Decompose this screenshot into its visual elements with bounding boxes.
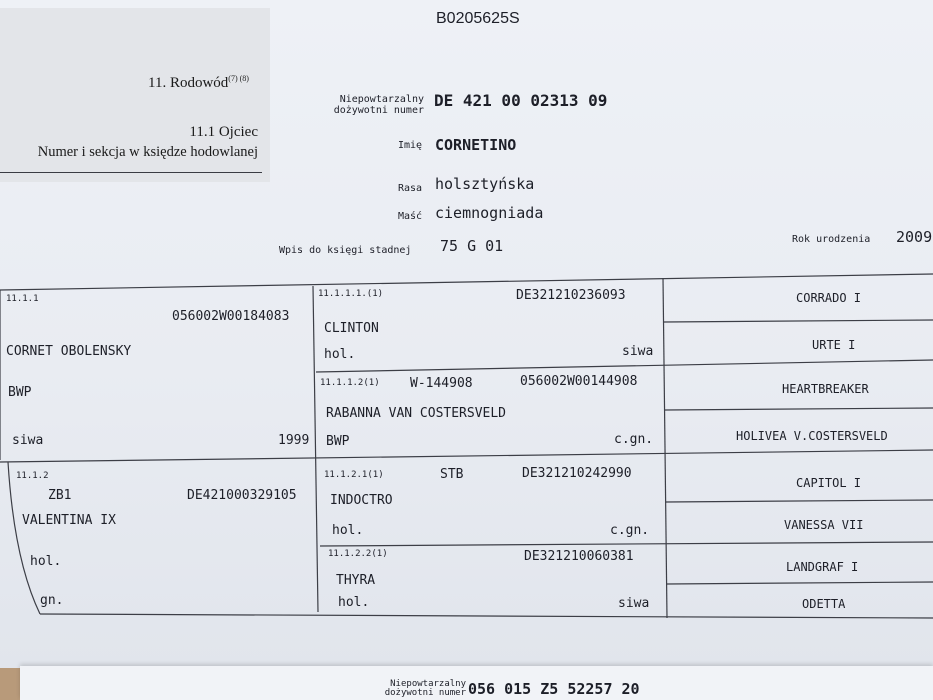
sire-name: CORNETINO	[435, 136, 517, 154]
gen2-id: 056002W00184083	[172, 309, 290, 324]
gen4-name: CORRADO I	[796, 291, 862, 305]
gen2-code: 11.1.1	[6, 294, 39, 304]
gen4-name: CAPITOL I	[796, 476, 862, 490]
sire-studbook: 75 G 01	[440, 237, 504, 255]
next-page-edge	[20, 666, 933, 700]
sire-breed: holsztyńska	[435, 175, 535, 193]
next-ueln: 056 015 Z5 52257 20	[468, 680, 640, 698]
studbook-label: Wpis do księgi stadnej	[279, 245, 412, 256]
gen4-name: ODETTA	[802, 597, 846, 611]
name-label: Imię	[398, 140, 423, 151]
gen3-id: DE321210236093	[516, 288, 626, 303]
gen2-color: siwa	[12, 433, 44, 448]
gen3-id: DE321210060381	[524, 549, 634, 564]
gen4-name: LANDGRAF I	[786, 560, 859, 574]
gen4-name: VANESSA VII	[784, 518, 864, 532]
gen3-breed: hol.	[332, 523, 364, 538]
gen3-color: siwa	[618, 596, 650, 611]
gen2-breed: BWP	[8, 385, 32, 400]
gen3-code: 11.1.2.1(1)	[324, 470, 384, 480]
gen2-year: 1999	[278, 433, 310, 448]
gen3-section: W-144908	[410, 376, 473, 391]
color-label: Maść	[398, 211, 423, 222]
gen3-section: STB	[440, 467, 464, 482]
gen2-breed: hol.	[30, 554, 62, 569]
gen3-id: DE321210242990	[522, 466, 632, 481]
gen2-id: DE421000329105	[187, 488, 297, 503]
gen3-color: c.gn.	[614, 432, 654, 447]
gen3-breed: BWP	[326, 434, 350, 449]
gen2-color: gn.	[40, 593, 64, 608]
gen3-color: siwa	[622, 344, 654, 359]
sire-color: ciemnogniada	[435, 204, 544, 222]
pedigree-heading: 11. Rodowód$^{(7) (8)}$	[148, 74, 249, 91]
gen3-id: 056002W00144908	[520, 374, 638, 389]
stud-book-label: Numer i sekcja w księdze hodowlanej	[37, 144, 258, 160]
gen4-name: HEARTBREAKER	[782, 382, 869, 396]
birth-year-label: Rok urodzenia	[792, 234, 871, 245]
gen3-name: INDOCTRO	[330, 493, 393, 508]
gen3-code: 11.1.1.1.(1)	[318, 289, 384, 299]
sire-birth-year: 2009	[896, 228, 933, 246]
gen2-code: 11.1.2	[16, 471, 49, 481]
gen3-name: RABANNA VAN COSTERSVELD	[326, 406, 507, 421]
gen2-name: VALENTINA IX	[22, 513, 116, 528]
sire-section-label: 11.1 Ojciec	[189, 124, 258, 140]
gen3-code: 11.1.2.2(1)	[328, 549, 388, 559]
gen3-code: 11.1.1.2(1)	[320, 378, 380, 388]
gen3-name: CLINTON	[324, 321, 379, 336]
gen2-name: CORNET OBOLENSKY	[6, 344, 132, 359]
breed-label: Rasa	[398, 183, 423, 194]
gen3-breed: hol.	[324, 347, 356, 362]
next-ueln-label: Niepowtarzalny dożywotni numer	[384, 679, 466, 698]
gen4-name: HOLIVEA V.COSTERSVELD	[736, 429, 888, 443]
gen3-breed: hol.	[338, 595, 370, 610]
gen3-color: c.gn.	[610, 523, 650, 538]
gen4-name: URTE I	[812, 338, 856, 352]
document-id: B0205625S	[436, 10, 520, 27]
sire-ueln: DE 421 00 02313 09	[434, 91, 608, 110]
gen3-name: THYRA	[336, 573, 376, 588]
ueln-label: Niepowtarzalny dożywotni numer	[333, 94, 424, 116]
gen2-section: ZB1	[48, 488, 72, 503]
